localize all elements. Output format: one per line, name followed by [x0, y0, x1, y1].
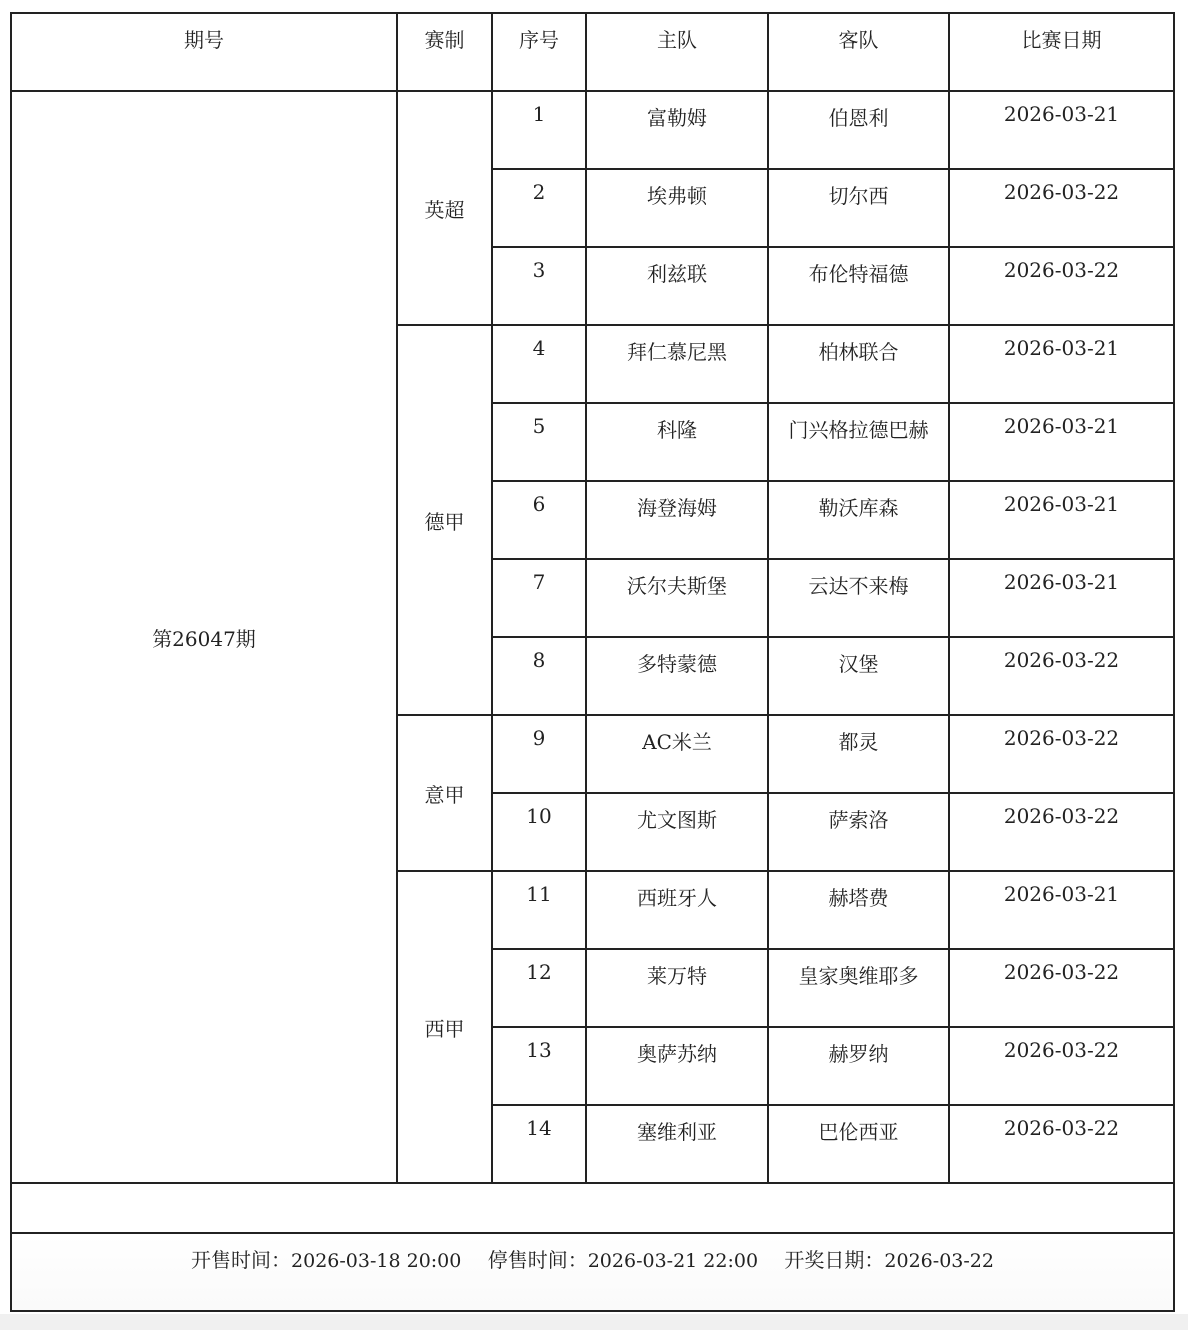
sale-stop-time [488, 1244, 758, 1273]
match-date: 2026-03-22 [949, 247, 1174, 325]
sale-start-value: 2026-03-18 20:00 [291, 1250, 462, 1272]
league-la-liga: 西甲 [397, 871, 492, 1183]
page-bottom-strip [0, 1314, 1188, 1330]
away-team: 赫罗纳 [768, 1027, 949, 1105]
blank-cell [11, 1183, 1174, 1233]
header-league: 赛制 [397, 13, 492, 91]
header-home-team: 主队 [586, 13, 768, 91]
home-team: 多特蒙德 [586, 637, 768, 715]
home-team: 塞维利亚 [586, 1105, 768, 1183]
away-team: 云达不来梅 [768, 559, 949, 637]
header-issue: 期号 [11, 13, 397, 91]
table-row [11, 91, 1174, 169]
away-team: 切尔西 [768, 169, 949, 247]
match-date: 2026-03-21 [949, 325, 1174, 403]
header-index: 序号 [492, 13, 586, 91]
match-date: 2026-03-21 [949, 481, 1174, 559]
header-match-date: 比赛日期 [949, 13, 1174, 91]
away-team: 勒沃库森 [768, 481, 949, 559]
match-date: 2026-03-22 [949, 1105, 1174, 1183]
draw-date [784, 1244, 994, 1273]
away-team: 萨索洛 [768, 793, 949, 871]
home-team: 沃尔夫斯堡 [586, 559, 768, 637]
match-index: 12 [492, 949, 586, 1027]
blank-row [11, 1183, 1174, 1233]
home-team: AC米兰 [586, 715, 768, 793]
match-index: 2 [492, 169, 586, 247]
match-index: 11 [492, 871, 586, 949]
home-team: 奥萨苏纳 [586, 1027, 768, 1105]
match-index: 9 [492, 715, 586, 793]
home-team: 科隆 [586, 403, 768, 481]
league-premier-league: 英超 [397, 91, 492, 325]
sale-stop-value: 2026-03-21 22:00 [587, 1250, 759, 1272]
away-team: 伯恩利 [768, 91, 949, 169]
draw-date-value: 2026-03-22 [884, 1250, 994, 1272]
sale-start-time [191, 1244, 461, 1273]
match-date: 2026-03-22 [949, 793, 1174, 871]
match-index: 8 [492, 637, 586, 715]
away-team: 门兴格拉德巴赫 [768, 403, 949, 481]
footer-row [11, 1233, 1174, 1311]
home-team: 埃弗顿 [586, 169, 768, 247]
match-index: 5 [492, 403, 586, 481]
home-team: 尤文图斯 [586, 793, 768, 871]
home-team: 富勒姆 [586, 91, 768, 169]
table-header-row [11, 13, 1174, 91]
match-index: 4 [492, 325, 586, 403]
header-away-team: 客队 [768, 13, 949, 91]
home-team: 利兹联 [586, 247, 768, 325]
sale-info [11, 1233, 1174, 1311]
away-team: 都灵 [768, 715, 949, 793]
match-index: 13 [492, 1027, 586, 1105]
home-team: 西班牙人 [586, 871, 768, 949]
match-date: 2026-03-22 [949, 637, 1174, 715]
away-team: 赫塔费 [768, 871, 949, 949]
match-index: 14 [492, 1105, 586, 1183]
match-index: 1 [492, 91, 586, 169]
away-team: 皇家奥维耶多 [768, 949, 949, 1027]
away-team: 布伦特福德 [768, 247, 949, 325]
home-team: 海登海姆 [586, 481, 768, 559]
match-date: 2026-03-22 [949, 715, 1174, 793]
sale-stop-label: 停售时间： [487, 1248, 588, 1272]
league-serie-a: 意甲 [397, 715, 492, 871]
match-date: 2026-03-22 [949, 949, 1174, 1027]
sale-start-label: 开售时间： [191, 1248, 292, 1272]
match-date: 2026-03-22 [949, 169, 1174, 247]
match-index: 7 [492, 559, 586, 637]
match-date: 2026-03-22 [949, 1027, 1174, 1105]
league-bundesliga: 德甲 [397, 325, 492, 715]
away-team: 汉堡 [768, 637, 949, 715]
away-team: 柏林联合 [768, 325, 949, 403]
match-index: 6 [492, 481, 586, 559]
issue-number: 第26047期 [11, 91, 397, 1183]
match-index: 3 [492, 247, 586, 325]
match-index: 10 [492, 793, 586, 871]
match-date: 2026-03-21 [949, 91, 1174, 169]
match-schedule-table [10, 12, 1175, 1312]
home-team: 拜仁慕尼黑 [586, 325, 768, 403]
away-team: 巴伦西亚 [768, 1105, 949, 1183]
match-date: 2026-03-21 [949, 559, 1174, 637]
draw-date-label: 开奖日期： [784, 1248, 885, 1272]
match-date: 2026-03-21 [949, 403, 1174, 481]
home-team: 莱万特 [586, 949, 768, 1027]
match-date: 2026-03-21 [949, 871, 1174, 949]
